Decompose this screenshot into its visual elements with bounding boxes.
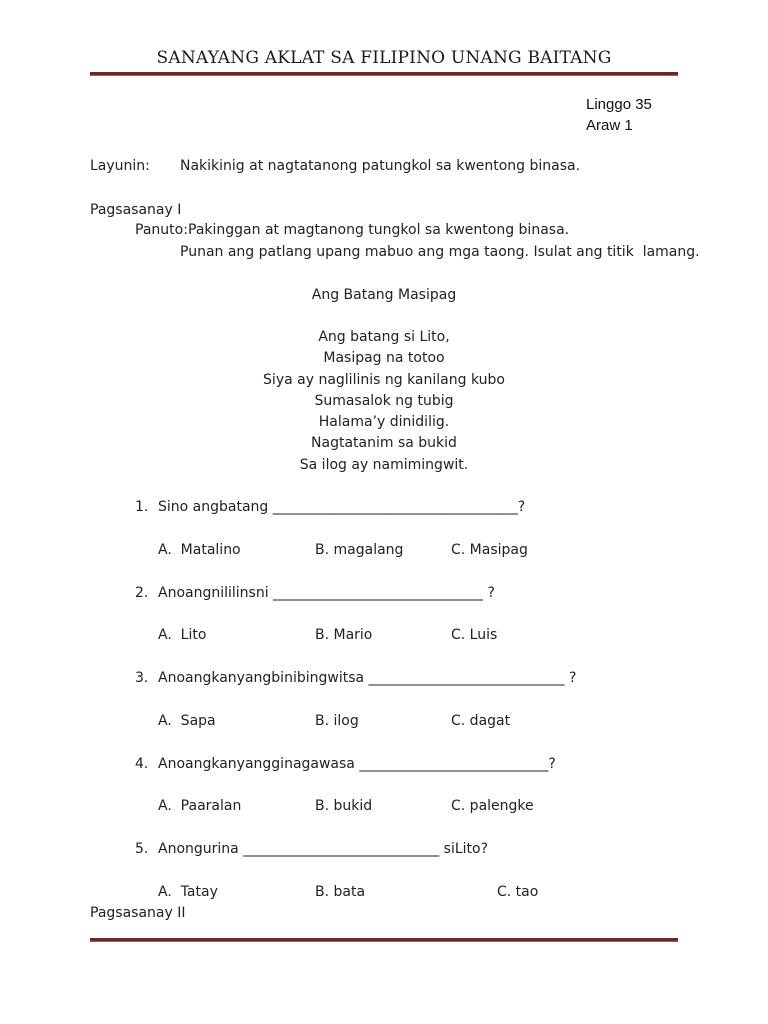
- week-label: Linggo 35: [586, 96, 652, 113]
- question-text: Anoangkanyangbinibingwitsa ____________________________ ?: [158, 670, 577, 686]
- footer-rule: [90, 938, 678, 942]
- choice-a: A. Matalino: [158, 542, 241, 558]
- objective-text: Nakikinig at nagtatanong patungkol sa kwentong binasa.: [180, 158, 581, 174]
- question-text: Anoangnililinsni ______________________________ ?: [158, 585, 495, 601]
- poem-line: Masipag na totoo: [323, 350, 445, 366]
- day-label: Araw 1: [586, 117, 633, 134]
- choice-b: B. magalang: [315, 542, 404, 558]
- question-number: 1.: [135, 499, 149, 515]
- question-text: Sino angbatang ___________________________________?: [158, 499, 526, 515]
- choice-c: C. dagat: [451, 713, 511, 729]
- poem-line: Ang batang si Lito,: [318, 329, 450, 345]
- choice-a: A. Sapa: [158, 713, 216, 729]
- choice-c: C. Luis: [451, 627, 498, 643]
- choice-b: B. Mario: [315, 627, 373, 643]
- choice-a: A. Paaralan: [158, 798, 242, 814]
- choice-a: A. Tatay: [158, 884, 218, 900]
- exercise-1-heading: Pagsasanay I: [90, 202, 182, 218]
- instruction-line-1: Pakinggan at magtanong tungkol sa kwentong binasa.: [188, 222, 570, 238]
- choice-c: C. Masipag: [451, 542, 528, 558]
- question-number: 3.: [135, 670, 149, 686]
- objective-label: Layunin:: [90, 158, 150, 174]
- poem-title: Ang Batang Masipag: [311, 287, 457, 303]
- choice-a: A. Lito: [158, 627, 207, 643]
- choice-b: B. bata: [315, 884, 366, 900]
- week-day-block: [586, 94, 652, 136]
- poem-line: Nagtatanim sa bukid: [311, 435, 457, 451]
- choice-c: C. tao: [497, 884, 539, 900]
- poem-line: Halama’y dinidilig.: [318, 414, 450, 430]
- page-title: SANAYANG AKLAT SA FILIPINO UNANG BAITANG: [156, 48, 612, 68]
- question-text: Anoangkanyangginagawasa ___________________________?: [158, 756, 556, 772]
- exercise-2-heading: Pagsasanay II: [90, 905, 186, 921]
- instruction-line-2: Punan ang patlang upang mabuo ang mga taong. Isulat ang titik lamang.: [180, 244, 700, 260]
- question-number: 4.: [135, 756, 149, 772]
- question-number: 5.: [135, 841, 149, 857]
- poem-line: Siya ay naglilinis ng kanilang kubo: [263, 372, 505, 388]
- question-number: 2.: [135, 585, 149, 601]
- header-rule: [90, 72, 678, 76]
- poem-line: Sumasalok ng tubig: [314, 393, 454, 409]
- choice-b: B. ilog: [315, 713, 359, 729]
- choice-c: C. palengke: [451, 798, 534, 814]
- instruction-label: Panuto:: [135, 222, 188, 238]
- poem-line: Sa ilog ay namimingwit.: [299, 457, 469, 473]
- question-text: Anongurina ____________________________ siLito?: [158, 841, 489, 857]
- choice-b: B. bukid: [315, 798, 373, 814]
